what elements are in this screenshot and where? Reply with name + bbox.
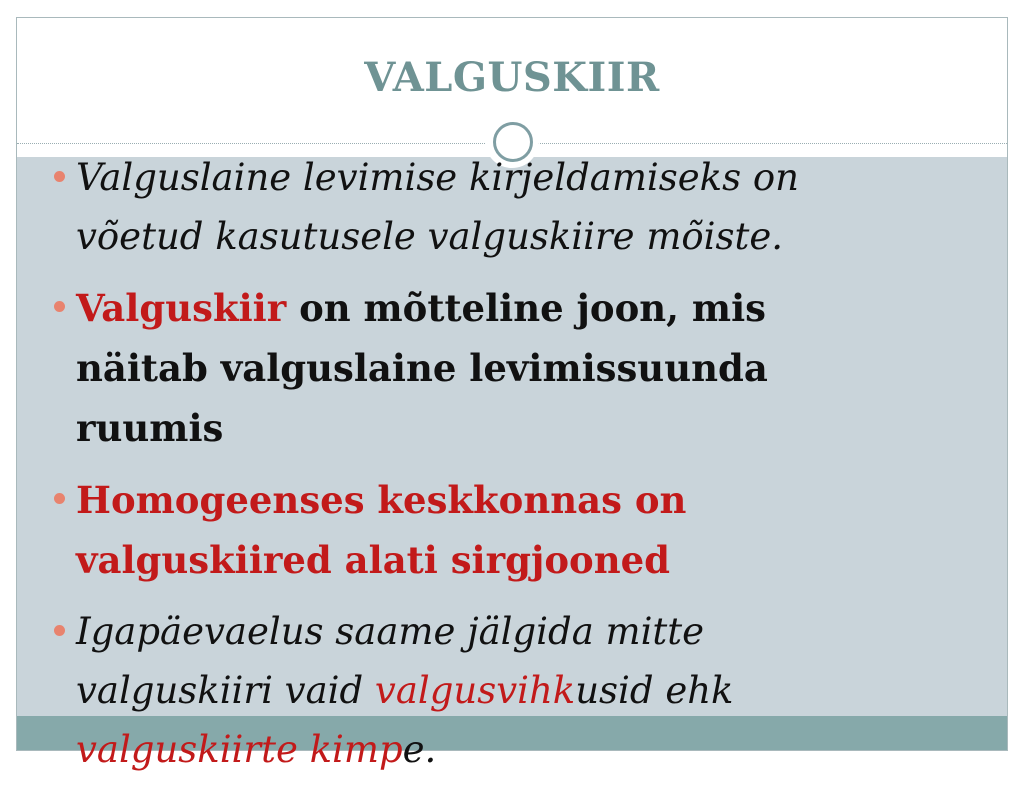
bullet-list [50,152,890,795]
bullet-dot-icon [54,493,65,504]
slide-title: VALGUSKIIR [364,54,660,101]
bullet-term: Valguskiir [76,286,287,330]
bullet-highlight: valguskiirte kimp [76,728,403,771]
bullet-dot-icon [54,171,65,182]
bullet-dot-icon [54,625,65,636]
bullet-item-1 [50,152,890,270]
bullet-item-3 [50,474,890,594]
bullet-text: Homogeenses keskkonnas on valguskiired alati sirgjooned [76,478,687,582]
bullet-dot-icon [54,301,65,312]
bullet-highlight: valgusvihk [374,669,576,712]
bullet-text-part: Igapäevaelus saame jälgida mitte valguskiiri vaid [76,610,705,712]
bullet-text: on mõtteline joon, mis näitab valguslaine levimissuunda ruumis [76,286,768,450]
bullet-item-2 [50,282,890,462]
bullet-text-part: usid ehk [575,669,734,712]
bullet-item-4 [50,606,890,783]
bullet-text-part: e. [402,728,437,771]
bullet-text: Valguslaine levimise kirjeldamiseks on võetud kasutusele valguskiire mõiste. [76,156,799,258]
